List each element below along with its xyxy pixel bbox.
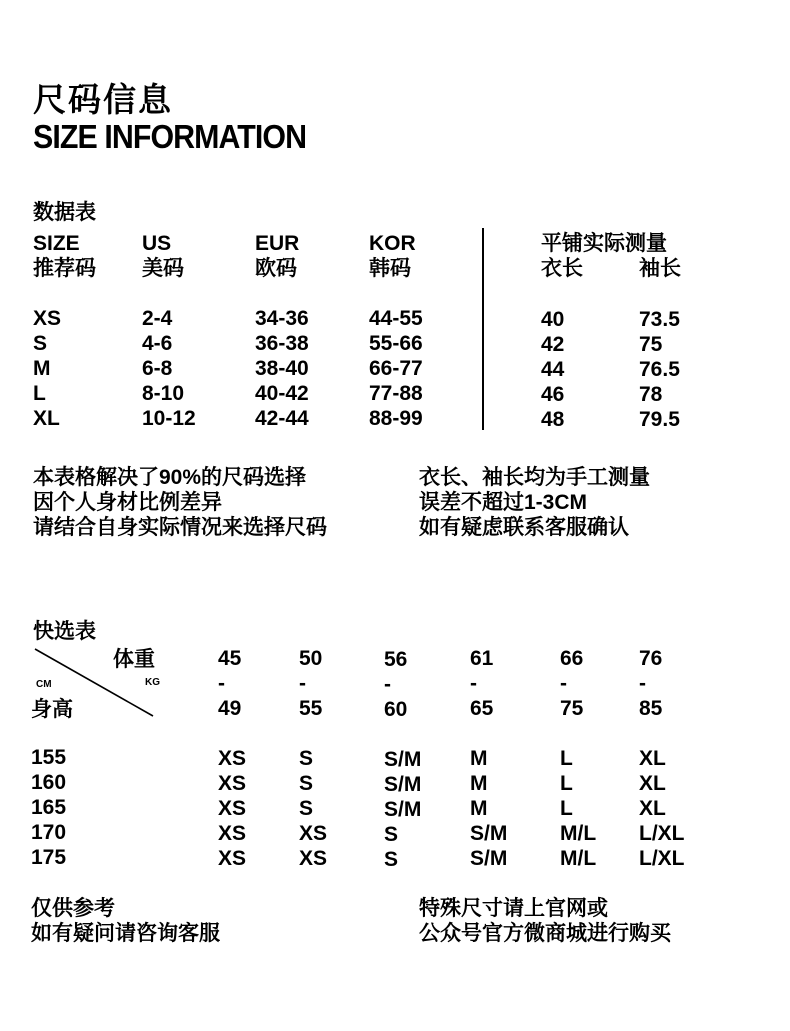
size-cell: XS bbox=[299, 822, 328, 845]
size-cell: XS bbox=[218, 822, 247, 845]
height-label: 身高 bbox=[31, 698, 73, 721]
size-cell: L bbox=[560, 747, 573, 770]
eur-cell: 34-36 bbox=[255, 307, 309, 330]
size-cell: M bbox=[470, 772, 488, 795]
height-cell: 160 bbox=[31, 771, 67, 794]
us-cell: 6-8 bbox=[142, 357, 173, 380]
footer-right: 特殊尺寸请上官网或 公众号官方微商城进行购买 bbox=[419, 897, 671, 945]
size-cell: S bbox=[33, 332, 48, 355]
cm-label: CM bbox=[36, 679, 52, 690]
size-cell: XL bbox=[639, 747, 666, 770]
size-cell: XS bbox=[218, 797, 247, 820]
length-cell: 40 bbox=[541, 308, 565, 331]
notes-right: 衣长、袖长均为手工测量 误差不超过1-3CM 如有疑虑联系客服确认 bbox=[419, 466, 650, 539]
eur-cell: 38-40 bbox=[255, 357, 309, 380]
height-cell: 175 bbox=[31, 846, 67, 869]
weight-col: 66 - 75 bbox=[560, 647, 584, 720]
size-table-header-eur: EUR 欧码 bbox=[255, 232, 300, 280]
us-cell: 2-4 bbox=[142, 307, 173, 330]
title-en: SIZE INFORMATION bbox=[33, 118, 307, 155]
us-cell: 4-6 bbox=[142, 332, 173, 355]
size-cell: M bbox=[470, 747, 488, 770]
size-cell: XS bbox=[218, 847, 247, 870]
height-cell: 170 bbox=[31, 821, 67, 844]
size-cell: L/XL bbox=[639, 822, 685, 845]
size-cell: XS bbox=[218, 772, 247, 795]
length-cell: 42 bbox=[541, 333, 565, 356]
size-cell: S bbox=[384, 823, 399, 846]
size-table-title: 数据表 bbox=[33, 201, 96, 224]
eur-cell: 40-42 bbox=[255, 382, 309, 405]
size-cell: M/L bbox=[560, 847, 597, 870]
size-table-header-kor: KOR 韩码 bbox=[369, 232, 416, 280]
sleeve-cell: 75 bbox=[639, 333, 663, 356]
size-cell: XS bbox=[33, 307, 62, 330]
weight-col: 50 - 55 bbox=[299, 647, 323, 720]
size-cell: L bbox=[560, 772, 573, 795]
length-cell: 46 bbox=[541, 383, 565, 406]
size-cell: S bbox=[384, 848, 399, 871]
size-cell: M/L bbox=[560, 822, 597, 845]
size-cell: S bbox=[299, 747, 314, 770]
table-divider bbox=[482, 228, 484, 430]
sleeve-cell: 79.5 bbox=[639, 408, 680, 431]
quick-table-title: 快选表 bbox=[33, 620, 96, 643]
size-cell: L bbox=[560, 797, 573, 820]
size-cell: M bbox=[470, 797, 488, 820]
sleeve-cell: 76.5 bbox=[639, 358, 680, 381]
eur-cell: 42-44 bbox=[255, 407, 309, 430]
kg-label: KG bbox=[145, 677, 160, 688]
kor-cell: 55-66 bbox=[369, 332, 423, 355]
size-cell: L bbox=[33, 382, 46, 405]
size-cell: XS bbox=[218, 747, 247, 770]
size-table-header-size: SIZE 推荐码 bbox=[33, 232, 96, 280]
length-cell: 48 bbox=[541, 408, 565, 431]
weight-col: 76 - 85 bbox=[639, 647, 663, 720]
footer-left: 仅供参考 如有疑问请咨询客服 bbox=[31, 897, 220, 945]
notes-left: 本表格解决了90%的尺码选择 因个人身材比例差异 请结合自身实际情况来选择尺码 bbox=[33, 466, 327, 539]
size-cell: S/M bbox=[470, 822, 508, 845]
weight-col: 56 - 60 bbox=[384, 648, 408, 721]
us-cell: 8-10 bbox=[142, 382, 185, 405]
size-cell: XL bbox=[33, 407, 60, 430]
eur-cell: 36-38 bbox=[255, 332, 309, 355]
size-cell: S/M bbox=[470, 847, 508, 870]
length-cell: 44 bbox=[541, 358, 565, 381]
title-cn: 尺码信息 bbox=[33, 81, 173, 118]
weight-label: 体重 bbox=[113, 648, 155, 671]
size-cell: XL bbox=[639, 797, 666, 820]
kor-cell: 44-55 bbox=[369, 307, 423, 330]
size-cell: S/M bbox=[384, 798, 422, 821]
kor-cell: 77-88 bbox=[369, 382, 423, 405]
height-cell: 165 bbox=[31, 796, 67, 819]
us-cell: 10-12 bbox=[142, 407, 196, 430]
measure-header-title: 平铺实际测量 bbox=[541, 232, 667, 255]
size-cell: S/M bbox=[384, 748, 422, 771]
kor-cell: 66-77 bbox=[369, 357, 423, 380]
measure-header-sleeve: 袖长 bbox=[639, 257, 681, 280]
size-cell: XS bbox=[299, 847, 328, 870]
size-cell: S/M bbox=[384, 773, 422, 796]
weight-col: 61 - 65 bbox=[470, 647, 494, 720]
kor-cell: 88-99 bbox=[369, 407, 423, 430]
size-cell: XL bbox=[639, 772, 666, 795]
weight-col: 45 - 49 bbox=[218, 647, 242, 720]
sleeve-cell: 78 bbox=[639, 383, 663, 406]
size-cell: L/XL bbox=[639, 847, 685, 870]
size-cell: S bbox=[299, 797, 314, 820]
height-cell: 155 bbox=[31, 746, 67, 769]
size-cell: M bbox=[33, 357, 51, 380]
measure-header-length: 衣长 bbox=[541, 257, 583, 280]
size-table-header-us: US 美码 bbox=[142, 232, 184, 280]
size-cell: S bbox=[299, 772, 314, 795]
sleeve-cell: 73.5 bbox=[639, 308, 680, 331]
